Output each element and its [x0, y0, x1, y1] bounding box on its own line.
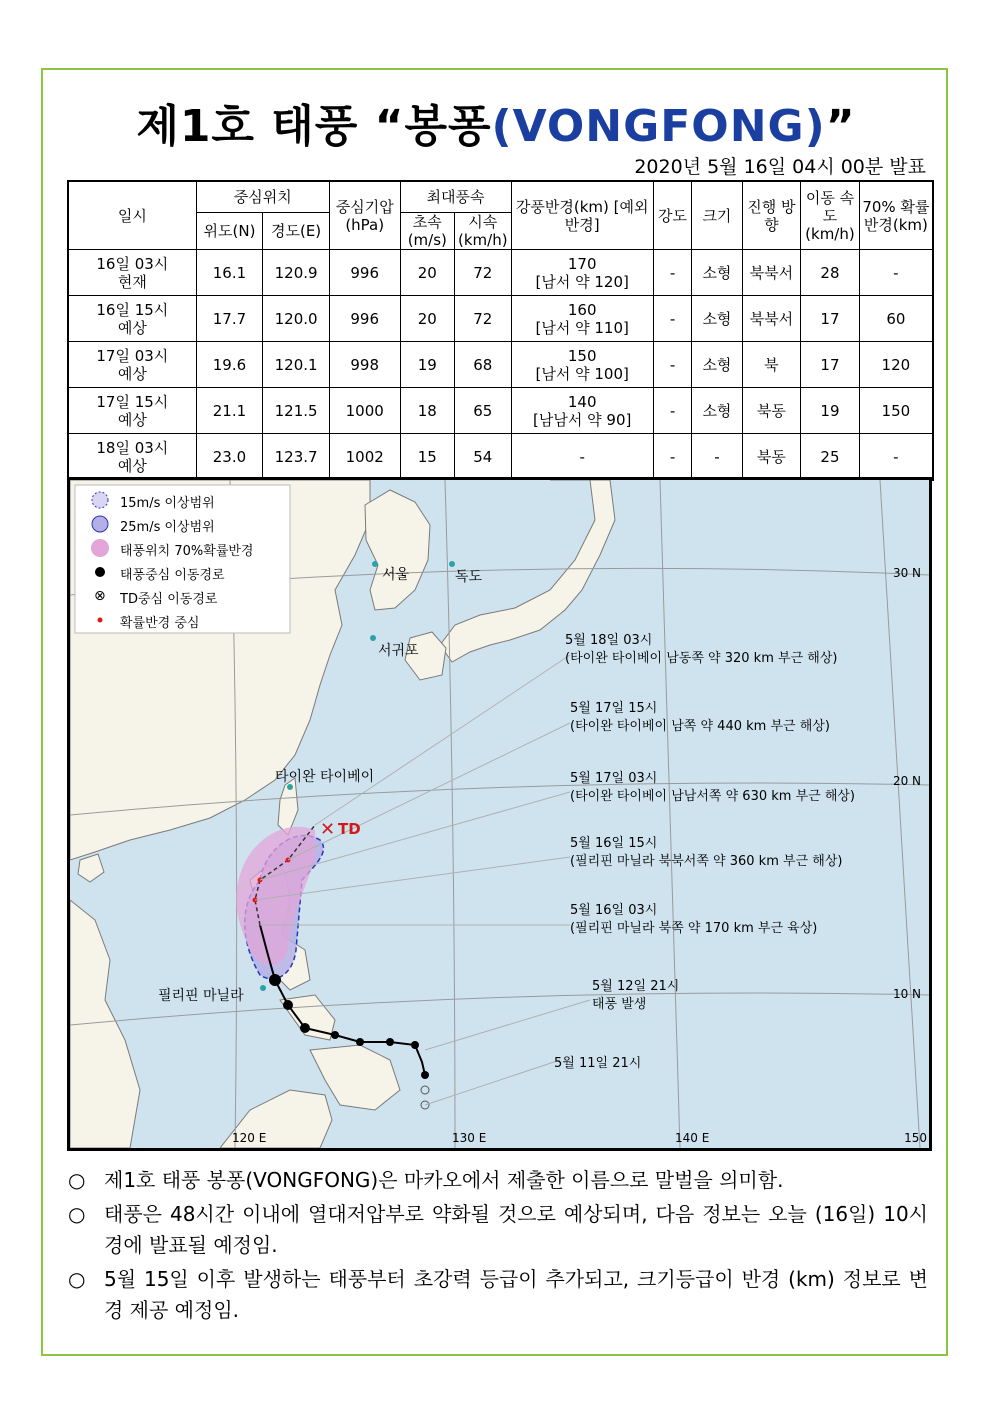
page-title	[0, 90, 992, 154]
annotation-date: 5월 17일 03시	[570, 771, 658, 786]
cell-intensity: -	[653, 388, 691, 434]
cell-direction: 북	[742, 342, 801, 388]
cell-intensity: -	[653, 296, 691, 342]
seoul-marker	[372, 561, 378, 567]
circle-bullet-icon: ○	[68, 1202, 86, 1226]
header-lat: 위도(N)	[196, 213, 263, 250]
header-direction: 진행 방향	[742, 181, 801, 250]
legend-icon-typhoon	[95, 567, 105, 577]
lon-label: 130 E	[452, 1131, 487, 1145]
cell-size: 소형	[692, 342, 742, 388]
legend-item: TD중심 이동경로	[120, 592, 218, 607]
cell-radius: 140	[567, 392, 597, 411]
cell-wind-ms: 18	[400, 388, 455, 434]
cell-intensity: -	[653, 434, 691, 481]
cell-wind-kmh: 68	[455, 342, 512, 388]
cell-pressure: 996	[329, 296, 400, 342]
cell-prob: 60	[859, 296, 933, 342]
cell-lon: 120.0	[263, 296, 330, 342]
circle-bullet-icon: ○	[68, 1267, 86, 1291]
note-item	[66, 1264, 928, 1326]
cell-speed: 19	[801, 388, 860, 434]
note-text: 태풍은 48시간 이내에 열대저압부로 약화될 것으로 예상되며, 다음 정보는 오늘 (16일) 10시경에 발표될 예정임.	[104, 1202, 928, 1257]
td-x-icon: ✕	[320, 819, 336, 840]
cell-pressure: 996	[329, 250, 400, 296]
track-point	[269, 974, 281, 986]
label-taipei: 타이완 타이베이	[275, 769, 375, 785]
manila-marker	[260, 985, 266, 991]
cell-pressure: 1002	[329, 434, 400, 481]
cell-wind-ms: 20	[400, 250, 455, 296]
cell-time: 16일 03시	[96, 254, 169, 273]
cell-wind-kmh: 72	[455, 296, 512, 342]
label-manila: 필리핀 마닐라	[158, 988, 244, 1004]
cell-prob: 150	[859, 388, 933, 434]
cell-lat: 16.1	[196, 250, 263, 296]
cell-lon: 120.1	[263, 342, 330, 388]
legend-icon-prob-center	[98, 618, 103, 623]
annotation	[570, 700, 830, 736]
annotation-date: 5월 16일 15시	[570, 836, 658, 851]
cell-speed: 25	[801, 434, 860, 481]
note-item	[66, 1165, 928, 1196]
cell-radius: 160	[567, 300, 597, 319]
cell-kind: 현재	[117, 272, 147, 291]
track-point	[386, 1038, 394, 1046]
track-point	[421, 1071, 429, 1079]
header-datetime: 일시	[68, 181, 196, 250]
cell-exception: [남서 약 120]	[535, 272, 629, 291]
cell-intensity: -	[653, 342, 691, 388]
typhoon-track-map	[67, 477, 932, 1151]
legend-icon-15ms	[92, 492, 108, 508]
cell-wind-ms: 20	[400, 296, 455, 342]
annotation-desc: 태풍 발생	[592, 997, 647, 1012]
cell-wind-kmh: 72	[455, 250, 512, 296]
lon-label: 150	[904, 1131, 927, 1145]
table-row	[68, 250, 933, 296]
annotation	[570, 770, 855, 806]
cell-kind: 예상	[117, 364, 147, 383]
header-size: 크기	[692, 181, 742, 250]
cell-direction: 북동	[742, 388, 801, 434]
cell-direction: 북북서	[742, 296, 801, 342]
issued-time: 2020년 5월 16일 04시 00분 발표	[634, 156, 926, 178]
cell-wind-kmh: 65	[455, 388, 512, 434]
cell-lon: 121.5	[263, 388, 330, 434]
header-wind-ms: 초속 (m/s)	[400, 213, 455, 250]
annotation	[592, 978, 679, 1014]
header-pressure: 중심기압 (hPa)	[329, 181, 400, 250]
track-point	[331, 1031, 339, 1039]
cell-kind: 예상	[117, 456, 147, 475]
cell-time: 16일 15시	[96, 300, 169, 319]
note-text: 5월 15일 이후 발생하는 태풍부터 초강력 등급이 추가되고, 크기등급이 반경 (km) 정보로 변경 제공 예정임.	[104, 1267, 928, 1322]
cell-exception: [남남서 약 90]	[533, 410, 632, 429]
annotation-desc: (필리핀 마닐라 북쪽 약 170 km 부근 육상)	[570, 921, 818, 936]
typhoon-info-table	[67, 180, 934, 481]
cell-lat: 17.7	[196, 296, 263, 342]
track-point	[283, 1000, 293, 1010]
cell-exception: [남서 약 100]	[535, 364, 629, 383]
cell-radius: -	[579, 447, 585, 466]
label-dokdo: 독도	[455, 569, 483, 585]
cell-radius: 170	[567, 254, 597, 273]
lat-label: 20 N	[892, 774, 921, 788]
note-item	[66, 1199, 928, 1261]
cell-pressure: 1000	[329, 388, 400, 434]
cell-wind-ms: 15	[400, 434, 455, 481]
legend-item: 15m/s 이상범위	[120, 496, 215, 511]
legend-item: 확률반경 중심	[120, 616, 200, 631]
cell-wind-kmh: 54	[455, 434, 512, 481]
cell-intensity: -	[653, 250, 691, 296]
circle-bullet-icon: ○	[68, 1168, 86, 1192]
cell-time: 18일 03시	[96, 438, 169, 457]
cell-exception: [남서 약 110]	[535, 318, 629, 337]
header-lon: 경도(E)	[263, 213, 330, 250]
annotation-date: 5월 12일 21시	[592, 979, 680, 994]
header-prob-radius: 70% 확률 반경(km)	[859, 181, 933, 250]
cell-lat: 21.1	[196, 388, 263, 434]
cell-pressure: 998	[329, 342, 400, 388]
annotation-date: 5월 11일 21시	[554, 1056, 642, 1071]
track-point	[411, 1041, 419, 1049]
note-text: 제1호 태풍 봉퐁(VONGFONG)은 마카오에서 제출한 이름으로 말벌을 의미함.	[104, 1168, 784, 1192]
annotation-date: 5월 16일 03시	[570, 903, 658, 918]
legend-icon-25ms	[92, 516, 108, 532]
annotation-desc: (타이완 타이베이 남동쪽 약 320 km 부근 해상)	[565, 651, 838, 666]
cell-lon: 123.7	[263, 434, 330, 481]
track-point	[356, 1038, 364, 1046]
header-intensity: 강도	[653, 181, 691, 250]
annotation	[570, 835, 842, 871]
track-point	[300, 1023, 310, 1033]
table-row	[68, 342, 933, 388]
header-speed: 이동 속도 (km/h)	[801, 181, 860, 250]
label-td: TD	[338, 820, 361, 838]
cell-kind: 예상	[117, 410, 147, 429]
cell-speed: 17	[801, 342, 860, 388]
header-max-wind: 최대풍속	[400, 181, 511, 213]
annotation	[554, 1055, 641, 1073]
annotation-desc: (타이완 타이베이 남쪽 약 440 km 부근 해상)	[570, 719, 830, 734]
lon-label: 120 E	[232, 1131, 267, 1145]
table-row	[68, 434, 933, 481]
legend-icon-prob	[91, 539, 109, 557]
cell-direction: 북북서	[742, 250, 801, 296]
title-quote: ”	[825, 101, 856, 152]
cell-size: 소형	[692, 388, 742, 434]
lon-label: 140 E	[675, 1131, 710, 1145]
cell-size: 소형	[692, 296, 742, 342]
legend-item: 태풍위치 70%확률반경	[120, 544, 254, 559]
cell-size: -	[692, 434, 742, 481]
cell-time: 17일 15시	[96, 392, 169, 411]
annotation	[565, 632, 837, 668]
cell-wind-ms: 19	[400, 342, 455, 388]
header-wind-kmh: 시속 (km/h)	[455, 213, 512, 250]
annotation-desc: (타이완 타이베이 남남서쪽 약 630 km 부근 해상)	[570, 789, 856, 804]
annotation-date: 5월 18일 03시	[565, 633, 653, 648]
title-text: 제1호 태풍 “봉퐁	[136, 101, 492, 152]
notes	[66, 1165, 928, 1329]
cell-direction: 북동	[742, 434, 801, 481]
cell-speed: 17	[801, 296, 860, 342]
seogwipo-marker	[370, 635, 376, 641]
legend-icon-td: ⊗	[94, 588, 106, 604]
annotation-date: 5월 17일 15시	[570, 701, 658, 716]
cell-speed: 28	[801, 250, 860, 296]
cell-prob: -	[859, 250, 933, 296]
label-seoul: 서울	[382, 567, 410, 583]
cell-kind: 예상	[117, 318, 147, 337]
label-seogwipo: 서귀포	[378, 643, 419, 659]
cell-time: 17일 03시	[96, 346, 169, 365]
table-row	[68, 388, 933, 434]
cell-radius: 150	[567, 346, 597, 365]
cell-lat: 19.6	[196, 342, 263, 388]
title-english: (VONGFONG)	[491, 101, 826, 152]
annotation	[570, 902, 817, 938]
lat-label: 30 N	[892, 566, 921, 580]
cell-prob: -	[859, 434, 933, 481]
lat-label: 10 N	[892, 987, 921, 1001]
cell-prob: 120	[859, 342, 933, 388]
cell-lat: 23.0	[196, 434, 263, 481]
legend-item: 25m/s 이상범위	[120, 520, 215, 535]
header-center-position: 중심위치	[196, 181, 329, 213]
header-gale-radius: 강풍반경(km) [예외반경]	[511, 181, 653, 250]
legend-item: 태풍중심 이동경로	[120, 568, 225, 583]
annotation-desc: (필리핀 마닐라 북북서쪽 약 360 km 부근 해상)	[570, 854, 843, 869]
legend	[120, 492, 254, 636]
table-row	[68, 296, 933, 342]
cell-lon: 120.9	[263, 250, 330, 296]
cell-size: 소형	[692, 250, 742, 296]
